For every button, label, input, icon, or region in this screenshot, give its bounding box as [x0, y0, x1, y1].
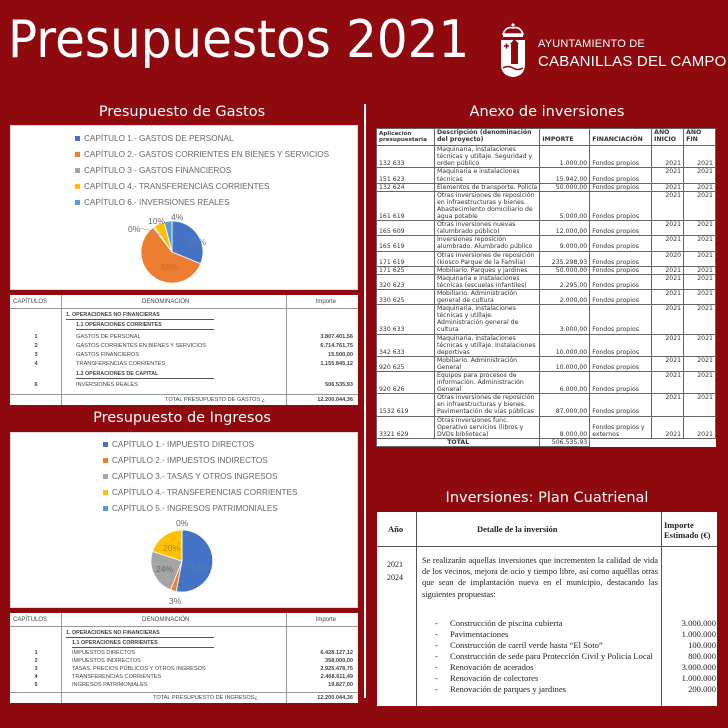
cell-imp: 5.000,00 [540, 191, 590, 220]
item-amount: 100.000 [688, 640, 716, 650]
header-cell: FINANCIACIÓN [590, 129, 652, 146]
cell-end: 2021 [684, 356, 716, 371]
item-amount: 3.000.000 [681, 618, 716, 628]
legend-label: CAPÍTULO 4.- TRANSFERENCIAS CORRIENTES [112, 487, 298, 497]
section-heading: 1. OPERACIONES NO FINANCIERAS [66, 630, 214, 638]
header-cell: AÑO FIN [684, 129, 716, 146]
legend-swatch [75, 200, 80, 205]
cell-den: TRANSFERENCIAS CORRIENTES [72, 674, 162, 680]
legend-label: CAPÍTULO 4.- TRANSFERENCIAS CORRIENTES [84, 181, 270, 191]
total-value: 12.200.044,36 [317, 397, 353, 403]
table-row [10, 352, 358, 361]
cell-desc: Mobiliario. Administración general de cultura [434, 289, 539, 304]
item-amount: 1.000.000 [681, 629, 716, 639]
cell-app: 3321 629 [377, 416, 435, 438]
plan-table [377, 512, 717, 706]
cell-den: GASTOS CORRIENTES EN BIENES Y SERVICIOS [76, 343, 206, 349]
item-label: Renovación de acerados [450, 662, 534, 672]
plan-item [422, 640, 716, 651]
table-row [377, 221, 716, 236]
ingresos-legend [103, 436, 297, 516]
cell-app: 171 619 [377, 251, 435, 266]
cell-imp: 3.807.401,56 [320, 334, 353, 340]
cell-app: 165 619 [377, 236, 435, 251]
gastos-title: Presupuesto de Gastos [98, 104, 266, 120]
pie-label: 10% [148, 216, 166, 226]
table-row [377, 289, 716, 304]
header-year: Año [388, 524, 404, 534]
cell-cap: 5 [34, 682, 38, 688]
table-row [10, 382, 358, 391]
cell-end: 2021 [684, 334, 716, 356]
cell-ini: 2021 [652, 168, 684, 183]
cell-app: 320 623 [377, 274, 435, 289]
cell-imp: 3.000,00 [540, 305, 590, 334]
cell-desc: Maquinaria e instalaciones técnicas [434, 168, 539, 183]
cell-fin: Fondos propios [590, 251, 652, 266]
legend-item [75, 194, 329, 210]
cell-desc: Inversiones reposición alumbrado. Alumbrado público [434, 236, 539, 251]
cell-fin: Fondos propios [590, 266, 652, 274]
cell-cap: 4 [34, 361, 38, 367]
cell-ini: 2021 [652, 146, 684, 168]
cell-ini: 2021 [652, 356, 684, 371]
bullet-dash: - [435, 629, 438, 639]
total-value: 12.200.044,36 [317, 695, 353, 701]
legend-swatch [103, 442, 108, 447]
leader-line [137, 226, 167, 238]
item-label: Renovación de colectores [450, 673, 539, 683]
cell-app: 920 626 [377, 372, 435, 394]
cell-app: 1532 619 [377, 394, 435, 416]
cell-imp: 2.000,00 [540, 289, 590, 304]
cell-cap: 2 [34, 343, 38, 349]
cell-desc: Maquinaria, instalaciones técnicas y utillaje. Administración general de cultura [434, 305, 539, 334]
anexo-table [376, 128, 716, 447]
legend-item [75, 162, 329, 178]
table-row [10, 334, 358, 343]
table-row [10, 361, 358, 370]
table-row [377, 305, 716, 334]
cell-desc: Equipos para procesos de información. Administración General [434, 372, 539, 394]
legend-label: CAPÍTULO 2.- IMPUESTOS INDIRECTOS [112, 455, 268, 465]
cell-imp: 1.155.845,12 [320, 361, 353, 367]
legend-label: CAPÍTULO 3.- TASAS Y OTROS INGRESOS [112, 471, 278, 481]
cell-den: TASAS, PRECIOS PÚBLICOS Y OTROS INGRESOS [72, 666, 206, 672]
cell-ini: 2021 [652, 416, 684, 438]
table-row [377, 168, 716, 183]
pie-label: 20% [163, 543, 181, 553]
cell-cap: 3 [34, 352, 38, 358]
cell-ini: 2021 [652, 221, 684, 236]
cell-imp: 10.000,00 [540, 334, 590, 356]
header-imp: Importe [315, 617, 336, 623]
header-den: DENOMINACIÓN [142, 617, 190, 623]
cell-app: 330 625 [377, 289, 435, 304]
municipality-logo [498, 22, 728, 78]
cell-desc: Maquinaria e instalaciones técnicas (escuelas infantiles) [434, 274, 539, 289]
cell-imp: 19.827,00 [328, 682, 353, 688]
cell-den: INVERSIONES REALES [76, 382, 138, 388]
total-label: TOTAL PRESUPUESTO DE INGRESOS¿ [153, 695, 258, 701]
cell-fin: Fondos propios [590, 356, 652, 371]
cell-end: 2021 [684, 251, 716, 266]
cell-imp: 235.298,93 [540, 251, 590, 266]
header-cap: CAPÍTULOS [13, 617, 48, 623]
cell-imp: 2.925.478,75 [320, 666, 353, 672]
gastos-table [10, 295, 358, 405]
cell-end: 2021 [684, 394, 716, 416]
header-amount: Importe Estimado (€) [664, 520, 711, 540]
cell-desc: Otras inversiones de reposición (kiosco Parque de la Familia) [434, 251, 539, 266]
header-detail: Detalle de la inversión [477, 524, 558, 534]
cell-fin: Fondos propios [590, 289, 652, 304]
cell-ini: 2021 [652, 305, 684, 334]
item-label: Pavimentaciones [450, 629, 509, 639]
cell-ini: 2021 [652, 183, 684, 191]
cell-ini: 2021 [652, 191, 684, 220]
legend-item [103, 484, 297, 500]
legend-swatch [103, 458, 108, 463]
cell-ini: 2021 [652, 394, 684, 416]
bullet-dash: - [435, 618, 438, 628]
cell-ini: 2021 [652, 266, 684, 274]
bullet-dash: - [435, 673, 438, 683]
cell-desc: Otras inversiones func. Operativo servicios (libros y DVDs biblioteca) [434, 416, 539, 438]
item-amount: 3.000.000 [681, 662, 716, 672]
cell-app: 132 624 [377, 183, 435, 191]
cell-imp: 8.000,00 [540, 416, 590, 438]
cell-app: 342 633 [377, 334, 435, 356]
cell-end: 2021 [684, 146, 716, 168]
table-row [377, 146, 716, 168]
item-label: Renovación de parques y jardines [450, 684, 566, 694]
cell-end: 2021 [684, 236, 716, 251]
legend-swatch [103, 490, 108, 495]
item-label: Construcción de carril verde hasta “El Soto” [450, 640, 603, 650]
legend-swatch [103, 506, 108, 511]
table-header [10, 613, 358, 627]
table-row [377, 356, 716, 371]
cell-fin: Fondos propios [590, 394, 652, 416]
column-divider [364, 104, 366, 698]
cell-den: GASTOS FINANCIEROS [76, 352, 139, 358]
pie-label: 0% [128, 224, 141, 234]
gastos-chart-panel [10, 125, 358, 290]
legend-swatch [75, 184, 80, 189]
cell-end: 2021 [684, 274, 716, 289]
cell-den: IMPUESTOS DIRECTOS [72, 650, 136, 656]
table-row [377, 416, 716, 438]
cell-imp: 6.000,00 [540, 372, 590, 394]
cell-end: 2021 [684, 266, 716, 274]
legend-item [75, 178, 329, 194]
cell-app: 171 625 [377, 266, 435, 274]
legend-item [103, 452, 297, 468]
cell-imp: 2.468.611,49 [320, 674, 353, 680]
legend-item [75, 146, 329, 162]
year-start: 2021 [387, 560, 403, 569]
cell-fin: Fondos propios [590, 191, 652, 220]
cell-end: 2021 [684, 191, 716, 220]
section-heading: 1.1 OPERACIONES CORRIENTES [76, 322, 214, 330]
cell-den: IMPUESTOS INDIRECTOS [72, 658, 141, 664]
plan-item [422, 618, 716, 629]
table-total-row [377, 438, 716, 446]
item-amount: 1.000.000 [681, 673, 716, 683]
cell-app: 151 623 [377, 168, 435, 183]
pie-label: 24% [156, 564, 174, 574]
bullet-dash: - [435, 651, 438, 661]
cell-desc: Otras inversiones nuevas (alumbrado público) [434, 221, 539, 236]
cell-end: 2021 [684, 183, 716, 191]
ingresos-chart-panel [10, 432, 358, 608]
plan-item [422, 651, 716, 662]
cell-fin: Fondos propios [590, 305, 652, 334]
item-label: Construcción de piscina cubierta [450, 618, 563, 628]
item-amount: 200.000 [688, 684, 716, 694]
legend-item [103, 500, 297, 516]
coat-of-arms-icon [498, 22, 528, 78]
plan-item [422, 662, 716, 673]
plan-item [422, 684, 716, 695]
table-row [377, 394, 716, 416]
cell-desc: Mobiliario. Parques y jardines [434, 266, 539, 274]
header-cell: Aplicación presupuestaria [377, 129, 435, 146]
legend-swatch [75, 168, 80, 173]
table-total-row [10, 394, 358, 405]
legend-swatch [75, 152, 80, 157]
cell-fin: Fondos propios [590, 183, 652, 191]
bullet-dash: - [435, 662, 438, 672]
cell-imp: 1.000,00 [540, 146, 590, 168]
pie-label: 4% [171, 212, 184, 222]
cell-app: 920 625 [377, 356, 435, 371]
cell-app: 165 609 [377, 221, 435, 236]
cell-imp: 50.000,00 [540, 266, 590, 274]
cell-app: 161 619 [377, 191, 435, 220]
ingresos-table [10, 613, 358, 703]
cell-cap: 1 [34, 334, 38, 340]
cell-end: 2021 [684, 416, 716, 438]
cell-den: GASTOS DE PERSONAL [76, 334, 141, 340]
cell-end: 2021 [684, 221, 716, 236]
cell-imp: 87.000,00 [540, 394, 590, 416]
table-row [377, 372, 716, 394]
cell-imp: 358.000,00 [325, 658, 353, 664]
table-row [377, 266, 716, 274]
plan-description: Se realizarán aquellas inversiones que incrementen la calidad de vida de los vecinos, mejora de ocio y tiempo libre, así como aquéllas otras que sean de implantación nueva en el municipio, destacando las siguientes propuestas: [422, 556, 658, 599]
cell-end: 2021 [684, 372, 716, 394]
legend-label: CAPÍTULO 5.- INGRESOS PATRIMONIALES [112, 503, 278, 513]
cell-desc: Otras inversiones de reposición en infraestructuras y bienes. Abastecimiento domiciliario de agua potable [434, 191, 539, 220]
cell-desc: Mobiliario. Administración General [434, 356, 539, 371]
table-total-row [10, 692, 358, 703]
pie-label: 0% [176, 518, 189, 528]
pie-label: 55% [161, 262, 179, 272]
cell-end: 2021 [684, 305, 716, 334]
cell-den: INGRESOS PATRIMONIALES [72, 682, 148, 688]
legend-item [75, 130, 329, 146]
cell-ini: 2021 [652, 289, 684, 304]
cell-imp: 10.000,00 [540, 356, 590, 371]
total-value: 506.535,93 [540, 438, 590, 446]
section-heading: 1.1 OPERACIONES CORRIENTES [72, 640, 214, 648]
pie-label: 31% [189, 237, 207, 247]
page-title: Presupuestos 2021 [8, 10, 470, 70]
cell-fin: Fondos propios y externos [590, 416, 652, 438]
table-row [377, 191, 716, 220]
year-end: 2024 [387, 573, 403, 582]
cell-imp: 15.942,00 [540, 168, 590, 183]
cell-cap: 2 [34, 658, 38, 664]
cell-imp: 9.000,00 [540, 236, 590, 251]
ingresos-pie-chart [149, 528, 215, 594]
legend-label: CAPÍTULO 1.- GASTOS DE PERSONAL [84, 133, 234, 143]
cell-fin: Fondos propios [590, 221, 652, 236]
table-row [377, 183, 716, 191]
cell-cap: 3 [34, 666, 38, 672]
cell-desc: Elementos de transporte. Policía [434, 183, 539, 191]
table-row [10, 682, 358, 691]
empty-cell [590, 438, 716, 446]
cell-imp: 2.295,00 [540, 274, 590, 289]
cell-imp: 12.000,00 [540, 221, 590, 236]
item-label: Construcción de sede para Protección Civil y Policía Local [450, 651, 653, 661]
bullet-dash: - [435, 640, 438, 650]
cell-fin: Fondos propios [590, 168, 652, 183]
legend-item [103, 436, 297, 452]
legend-label: CAPÍTULO 1.- IMPUESTO DIRECTOS [112, 439, 255, 449]
header-den: DENOMINACIÓN [142, 299, 190, 305]
cell-fin: Fondos propios [590, 146, 652, 168]
table-row [377, 274, 716, 289]
cell-imp: 15.500,00 [328, 352, 353, 358]
logo-line2: CABANILLAS DEL CAMPO [538, 53, 727, 70]
gastos-legend [75, 130, 329, 210]
cell-fin: Fondos propios [590, 236, 652, 251]
section-heading: 1.2 OPERACIONES DE CAPITAL [76, 371, 214, 379]
cell-imp: 506.535,93 [325, 382, 353, 388]
cell-end: 2021 [684, 168, 716, 183]
item-amount: 800.000 [688, 651, 716, 661]
header-imp: Importe [315, 299, 336, 305]
total-label: TOTAL [377, 438, 540, 446]
legend-item [103, 468, 297, 484]
bullet-dash: - [435, 684, 438, 694]
anexo-header-row [377, 129, 716, 146]
pie-label: 3% [169, 596, 182, 606]
table-row [377, 236, 716, 251]
legend-label: CAPÍTULO 2.- GASTOS CORRIENTES EN BIENES Y SERVICIOS [84, 149, 330, 159]
cell-ini: 2021 [652, 236, 684, 251]
logo-line1: AYUNTAMIENTO DE [538, 38, 645, 50]
cell-den: TRANSFERENCIAS CORRIENTES [76, 361, 166, 367]
table-row [377, 334, 716, 356]
plan-item [422, 629, 716, 640]
ingresos-title: Presupuesto de Ingresos [93, 410, 271, 426]
cell-fin: Fondos propios [590, 372, 652, 394]
cell-desc: Maquinaria, instalaciones técnicas y utillaje. Seguridad y orden público [434, 146, 539, 168]
pie-label: 53% [191, 563, 209, 573]
table-header [10, 295, 358, 309]
legend-swatch [75, 136, 80, 141]
cell-desc: Maquinaria, instalaciones técnicas y utillaje. Instalaciones deportivas [434, 334, 539, 356]
cell-imp: 6.428.127,12 [320, 650, 353, 656]
cell-ini: 2020 [652, 251, 684, 266]
cell-desc: Otras inversiones de reposición en infraestructuras y bienes. Pavimentación de vías públicas [434, 394, 539, 416]
cell-ini: 2021 [652, 274, 684, 289]
table-row [377, 251, 716, 266]
anexo-title: Anexo de inversiones [469, 104, 625, 120]
total-label: TOTAL PRESUPUESTO DE GASTOS ¿ [165, 397, 266, 403]
cell-imp: 6.714.761,75 [320, 343, 353, 349]
cell-ini: 2021 [652, 372, 684, 394]
legend-label: CAPÍTULO 6.- INVERSIONES REALES [84, 197, 230, 207]
cell-ini: 2021 [652, 334, 684, 356]
cell-cap: 1 [34, 650, 38, 656]
cell-end: 2021 [684, 289, 716, 304]
header-cap: CAPÍTULOS [13, 299, 48, 305]
cell-fin: Fondos propios [590, 274, 652, 289]
cell-app: 330 633 [377, 305, 435, 334]
cell-cap: 4 [34, 674, 38, 680]
plan-title: Inversiones: Plan Cuatrienal [445, 490, 649, 506]
header-cell: AÑO INICIO [652, 129, 684, 146]
cell-cap: 6 [34, 382, 38, 388]
plan-item [422, 673, 716, 684]
cell-imp: 50.000,00 [540, 183, 590, 191]
cell-fin: Fondos propios [590, 334, 652, 356]
section-heading: 1. OPERACIONES NO FINANCIERAS [66, 312, 214, 320]
cell-app: 132 633 [377, 146, 435, 168]
header-cell: Descripción (denominación del proyecto) [434, 129, 539, 146]
table-row [10, 343, 358, 352]
legend-swatch [103, 474, 108, 479]
header-cell: IMPORTE [540, 129, 590, 146]
legend-label: CAPÍTULO 3 - GASTOS FINANCIEROS [84, 165, 232, 175]
